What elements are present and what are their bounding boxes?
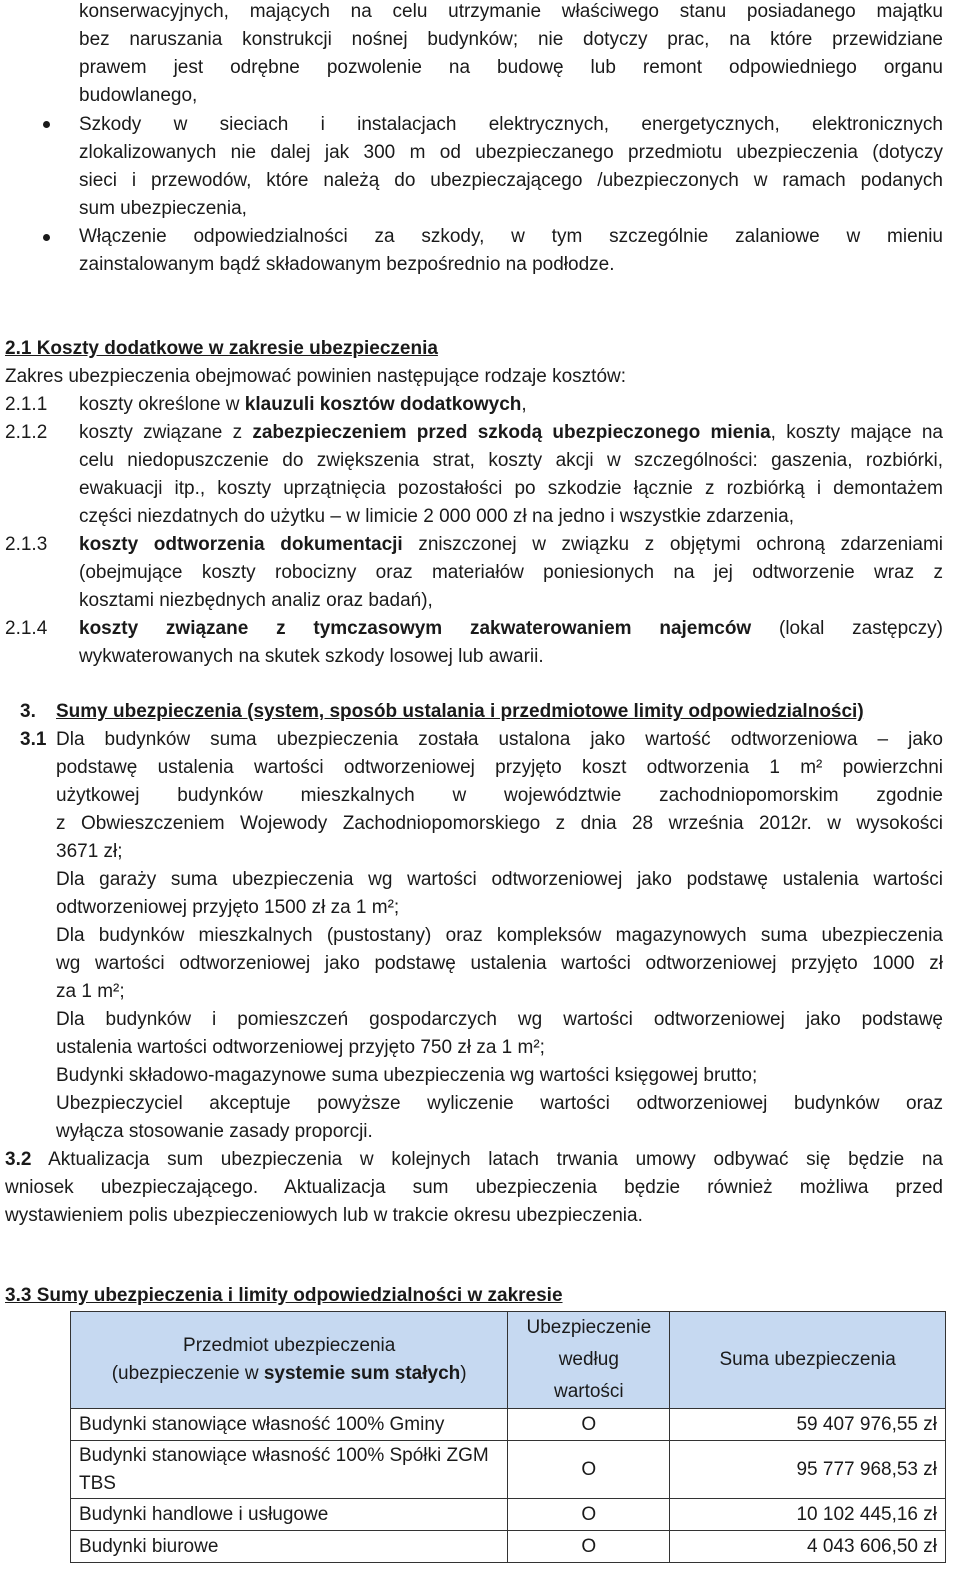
paragraph-text: Dla budynków mieszkalnych (pustostany) oraz kompleksów magazynowych suma ubezpieczenia [56,925,943,946]
paragraph-text: 3671 zł; [56,841,123,862]
paragraph-text: odtworzeniowej przyjęto 1500 zł za 1 m²; [56,897,400,918]
paragraph-text: podstawę ustalenia wartości odtworzeniowej przyjęto koszt odtworzenia 1 m² powierzchni [56,757,943,778]
item-text: celu niedopuszczenie do zwiększenia strat, koszty akcji w szczególności: gaszenia, rozbiórki, [79,450,943,471]
bullet-text: zainstalowanym bądź składowanym bezpośrednio na podłodze. [79,254,615,275]
paragraph-text: użytkowej budynków mieszkalnych w województwie zachodniopomorskim zgodnie [56,785,943,806]
paragraph-text: z Obwieszczeniem Wojewody Zachodniopomorskiego z dnia 28 września 2012r. w wysokości [56,813,943,834]
cell-item: Budynki biurowe [71,1531,508,1563]
paragraph-text: Dla budynków suma ubezpieczenia została ustalona jako wartość odtworzeniowa – jako [56,729,943,750]
text-line: prawem jest odrębne pozwolenie na budowę lub remont odpowiedniego organu [79,57,943,78]
cell-item: Budynki handlowe i usługowe [71,1499,508,1531]
bullet-text: Włączenie odpowiedzialności za szkody, w tym szczególnie zalaniowe w mieniu [79,226,943,247]
bullet-icon [43,234,50,241]
bullet-text: sieci i przewodów, które należą do ubezpieczającego /ubezpieczonych w ramach podanych [79,170,943,191]
text-line: budowlanego, [79,85,198,106]
paragraph-text: Dla garaży suma ubezpieczenia wg wartości odtworzeniowej jako podstawę ustalenia wartości [56,869,943,890]
text-line: konserwacyjnych, mających na celu utrzymanie właściwego stanu posiadanego majątku [79,1,943,22]
section-heading: 3.3 Sumy ubezpieczenia i limity odpowiedzialności w zakresie [5,1285,563,1306]
table-row [71,1499,946,1531]
paragraph-text: wyłącza stosowanie zasady proporcji. [56,1121,373,1142]
cell-item: Budynki stanowiące własność 100% Spółki ZGM TBS [71,1441,508,1499]
paragraph-text: 3.2 Aktualizacja sum ubezpieczenia w kolejnych latach trwania umowy odbywać się będzie na [5,1149,943,1170]
table-header-row [71,1312,946,1409]
text-line: bez naruszania konstrukcji nośnej budynków; nie dotyczy prac, na które przewidziane [79,29,943,50]
header-sum: Suma ubezpieczenia [670,1312,946,1409]
item-text: ewakuacji itp., koszty uprzątnięcia pozostałości po szkodzie łącznie z rozbiórką i demontażem [79,478,943,499]
cell-item: Budynki stanowiące własność 100% Gminy [71,1409,508,1441]
item-text: koszty związane z tymczasowym zakwaterowaniem najemców (lokal zastępczy) [79,618,943,639]
item-text: koszty określone w klauzuli kosztów dodatkowych, [79,394,527,415]
paragraph-number: 3.1 [20,729,47,750]
header-subject: Przedmiot ubezpieczenia (ubezpieczenie w systemie sum stałych) [71,1312,508,1409]
paragraph-text: wg wartości odtworzeniowej jako podstawę ustalenia wartości odtworzeniowej przyjęto 1000 zł [56,953,943,974]
section-heading: 2.1 Koszty dodatkowe w zakresie ubezpieczenia [5,338,438,359]
cell-sum: 59 407 976,55 zł [670,1409,946,1441]
table-row [71,1441,946,1499]
section-intro: Zakres ubezpieczenia obejmować powinien następujące rodzaje kosztów: [5,366,627,387]
table-row [71,1531,946,1563]
cell-basis: O [508,1531,670,1563]
item-text: wykwaterowanych na skutek szkody losowej lub awarii. [79,646,544,667]
paragraph-text: wystawieniem polis ubezpieczeniowych lub w trakcie okresu ubezpieczenia. [5,1205,643,1226]
paragraph-text: Ubezpieczyciel akceptuje powyższe wyliczenie wartości odtworzeniowej budynków oraz [56,1093,943,1114]
bullet-icon [43,121,50,128]
cell-basis: O [508,1409,670,1441]
section-heading: Sumy ubezpieczenia (system, sposób ustalania i przedmiotowe limity odpowiedzialności) [56,701,864,722]
paragraph-text: Dla budynków i pomieszczeń gospodarczych wg wartości odtworzeniowej jako podstawę [56,1009,943,1030]
cell-basis: O [508,1441,670,1499]
sums-table [70,1311,946,1563]
bullet-text: sum ubezpieczenia, [79,198,247,219]
bullet-text: zlokalizowanych nie dalej jak 300 m od ubezpieczanego przedmiotu ubezpieczenia (dotyczy [79,142,943,163]
bullet-text: Szkody w sieciach i instalacjach elektrycznych, energetycznych, elektronicznych [79,114,943,135]
item-number: 2.1.3 [5,534,48,555]
section-number: 3. [20,701,36,722]
paragraph-text: za 1 m²; [56,981,125,1002]
cell-sum: 95 777 968,53 zł [670,1441,946,1499]
paragraph-number: 3.2 [5,1149,32,1170]
item-text: kosztami niezbędnych analiz oraz badań), [79,590,433,611]
cell-sum: 10 102 445,16 zł [670,1499,946,1531]
table-row [71,1409,946,1441]
item-number: 2.1.1 [5,394,48,415]
paragraph-text: ustalenia wartości odtworzeniowej przyjęto 750 zł za 1 m²; [56,1037,545,1058]
item-text: (obejmujące koszty robocizny oraz materiałów poniesionych na jej odtworzenie wraz z [79,562,943,583]
header-basis: Ubezpieczenie według wartości [508,1312,670,1409]
item-text: koszty odtworzenia dokumentacji zniszczonej w związku z objętymi ochroną zdarzeniami [79,534,943,555]
cell-sum: 4 043 606,50 zł [670,1531,946,1563]
item-number: 2.1.2 [5,422,48,443]
item-text: koszty związane z zabezpieczeniem przed szkodą ubezpieczonego mienia, koszty mające na [79,422,943,443]
item-text: części niezdatnych do użytku – w limicie 2 000 000 zł na jedno i wszystkie zdarzenia, [79,506,794,527]
paragraph-text: Budynki składowo-magazynowe suma ubezpieczenia wg wartości księgowej brutto; [56,1065,758,1086]
cell-basis: O [508,1499,670,1531]
item-number: 2.1.4 [5,618,48,639]
paragraph-text: wniosek ubezpieczającego. Aktualizacja sum ubezpieczenia będzie również możliwa przed [5,1177,943,1198]
